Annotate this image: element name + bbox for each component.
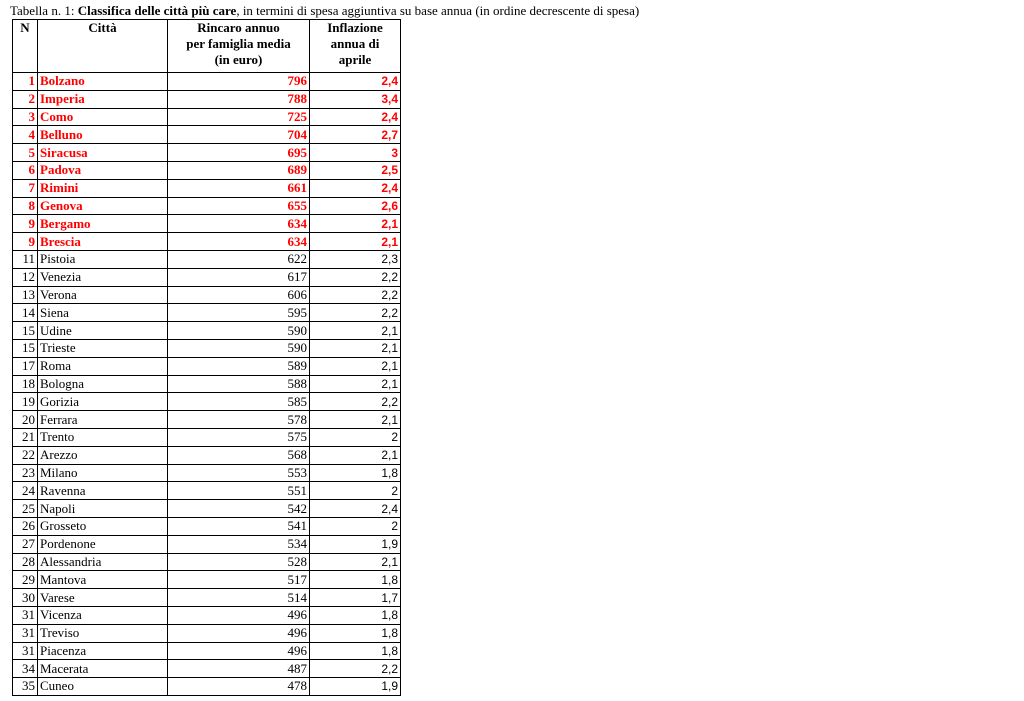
table-caption (10, 3, 639, 19)
table-row (13, 250, 401, 268)
table-row (13, 482, 401, 500)
table-row (13, 678, 401, 696)
rank-cell: 27 (13, 535, 38, 553)
cost-cell: 585 (168, 393, 310, 411)
rank-cell: 21 (13, 428, 38, 446)
table-row (13, 660, 401, 678)
cost-cell: 542 (168, 500, 310, 518)
city-cell: Vicenza (38, 606, 168, 624)
table-row (13, 268, 401, 286)
header-n-label: N (20, 20, 30, 35)
table-row (13, 375, 401, 393)
cost-cell: 725 (168, 108, 310, 126)
ranking-table (12, 19, 401, 696)
city-cell: Verona (38, 286, 168, 304)
table-row (13, 304, 401, 322)
inflation-cell: 1,9 (310, 678, 401, 696)
rank-cell: 15 (13, 322, 38, 340)
cost-cell: 496 (168, 642, 310, 660)
cost-cell: 541 (168, 517, 310, 535)
city-cell: Treviso (38, 624, 168, 642)
rank-cell: 19 (13, 393, 38, 411)
city-cell: Siracusa (38, 144, 168, 162)
city-cell: Pordenone (38, 535, 168, 553)
table-row (13, 339, 401, 357)
inflation-cell: 2,1 (310, 233, 401, 251)
table-row (13, 606, 401, 624)
inflation-cell: 2,1 (310, 215, 401, 233)
city-cell: Udine (38, 322, 168, 340)
rank-cell: 7 (13, 179, 38, 197)
rank-cell: 23 (13, 464, 38, 482)
header-city-label: Città (88, 20, 117, 35)
city-cell: Mantova (38, 571, 168, 589)
cost-cell: 622 (168, 250, 310, 268)
rank-cell: 1 (13, 73, 38, 91)
rank-cell: 24 (13, 482, 38, 500)
cost-cell: 496 (168, 606, 310, 624)
city-cell: Venezia (38, 268, 168, 286)
inflation-cell: 2,1 (310, 553, 401, 571)
inflation-cell: 2 (310, 482, 401, 500)
rank-cell: 12 (13, 268, 38, 286)
inflation-cell: 2,2 (310, 286, 401, 304)
table-row (13, 428, 401, 446)
inflation-cell: 3 (310, 144, 401, 162)
header-cost-line3: (in euro) (214, 52, 263, 67)
cost-cell: 478 (168, 678, 310, 696)
inflation-cell: 2,3 (310, 250, 401, 268)
inflation-cell: 1,8 (310, 642, 401, 660)
cost-cell: 568 (168, 446, 310, 464)
inflation-cell: 2,1 (310, 446, 401, 464)
header-inf-line1: Inflazione (327, 20, 383, 35)
cost-cell: 590 (168, 322, 310, 340)
inflation-cell: 2 (310, 517, 401, 535)
inflation-cell: 1,8 (310, 464, 401, 482)
cost-cell: 661 (168, 179, 310, 197)
cost-cell: 551 (168, 482, 310, 500)
city-cell: Bergamo (38, 215, 168, 233)
table-row (13, 286, 401, 304)
city-cell: Cuneo (38, 678, 168, 696)
city-cell: Genova (38, 197, 168, 215)
cost-cell: 517 (168, 571, 310, 589)
inflation-cell: 2,1 (310, 339, 401, 357)
table-row (13, 126, 401, 144)
rank-cell: 30 (13, 589, 38, 607)
header-cost-line2: per famiglia media (186, 36, 291, 51)
table-header (13, 20, 401, 73)
table-row (13, 553, 401, 571)
inflation-cell: 2,1 (310, 411, 401, 429)
cost-cell: 528 (168, 553, 310, 571)
rank-cell: 3 (13, 108, 38, 126)
table-body (13, 73, 401, 696)
inflation-cell: 3,4 (310, 90, 401, 108)
cost-cell: 588 (168, 375, 310, 393)
city-cell: Brescia (38, 233, 168, 251)
table-row (13, 464, 401, 482)
table-row (13, 393, 401, 411)
rank-cell: 13 (13, 286, 38, 304)
inflation-cell: 2,1 (310, 375, 401, 393)
inflation-cell: 2,2 (310, 268, 401, 286)
cost-cell: 634 (168, 215, 310, 233)
inflation-cell: 1,8 (310, 606, 401, 624)
city-cell: Gorizia (38, 393, 168, 411)
table-row (13, 73, 401, 91)
rank-cell: 2 (13, 90, 38, 108)
city-cell: Alessandria (38, 553, 168, 571)
inflation-cell: 2,4 (310, 500, 401, 518)
cost-cell: 634 (168, 233, 310, 251)
table-row (13, 233, 401, 251)
header-inf-line3: aprile (338, 52, 372, 67)
cost-cell: 606 (168, 286, 310, 304)
rank-cell: 31 (13, 624, 38, 642)
city-cell: Milano (38, 464, 168, 482)
table-row (13, 571, 401, 589)
inflation-cell: 1,9 (310, 535, 401, 553)
table-row (13, 624, 401, 642)
rank-cell: 29 (13, 571, 38, 589)
cost-cell: 590 (168, 339, 310, 357)
cost-cell: 553 (168, 464, 310, 482)
inflation-cell: 2,2 (310, 304, 401, 322)
cost-cell: 689 (168, 161, 310, 179)
inflation-cell: 2,5 (310, 161, 401, 179)
cost-cell: 496 (168, 624, 310, 642)
rank-cell: 31 (13, 606, 38, 624)
cost-cell: 695 (168, 144, 310, 162)
caption-prefix: Tabella n. 1: (10, 3, 78, 18)
city-cell: Arezzo (38, 446, 168, 464)
city-cell: Ferrara (38, 411, 168, 429)
rank-cell: 9 (13, 215, 38, 233)
cost-cell: 617 (168, 268, 310, 286)
city-cell: Como (38, 108, 168, 126)
cost-cell: 655 (168, 197, 310, 215)
rank-cell: 11 (13, 250, 38, 268)
table-row (13, 108, 401, 126)
inflation-cell: 2,6 (310, 197, 401, 215)
rank-cell: 5 (13, 144, 38, 162)
cost-cell: 575 (168, 428, 310, 446)
city-cell: Napoli (38, 500, 168, 518)
table-row (13, 161, 401, 179)
inflation-cell: 1,8 (310, 571, 401, 589)
caption-suffix: , in termini di spesa aggiuntiva su base annua (in ordine decrescente di spesa) (236, 3, 640, 18)
city-cell: Rimini (38, 179, 168, 197)
table-row (13, 322, 401, 340)
header-cost-line1: Rincaro annuo (197, 20, 280, 35)
table-row (13, 411, 401, 429)
cost-cell: 796 (168, 73, 310, 91)
city-cell: Imperia (38, 90, 168, 108)
rank-cell: 25 (13, 500, 38, 518)
table-row (13, 179, 401, 197)
inflation-cell: 1,7 (310, 589, 401, 607)
table-row (13, 642, 401, 660)
header-inflation (310, 20, 401, 73)
city-cell: Belluno (38, 126, 168, 144)
rank-cell: 31 (13, 642, 38, 660)
city-cell: Varese (38, 589, 168, 607)
city-cell: Grosseto (38, 517, 168, 535)
rank-cell: 28 (13, 553, 38, 571)
city-cell: Trento (38, 428, 168, 446)
rank-cell: 35 (13, 678, 38, 696)
city-cell: Ravenna (38, 482, 168, 500)
rank-cell: 15 (13, 339, 38, 357)
header-n (13, 20, 38, 73)
rank-cell: 18 (13, 375, 38, 393)
city-cell: Piacenza (38, 642, 168, 660)
table-row (13, 144, 401, 162)
header-city (38, 20, 168, 73)
cost-cell: 514 (168, 589, 310, 607)
inflation-cell: 2,2 (310, 660, 401, 678)
header-row (13, 20, 401, 73)
caption-title: Classifica delle città più care (77, 3, 237, 18)
cost-cell: 704 (168, 126, 310, 144)
inflation-cell: 2 (310, 428, 401, 446)
inflation-cell: 2,1 (310, 322, 401, 340)
inflation-cell: 1,8 (310, 624, 401, 642)
city-cell: Padova (38, 161, 168, 179)
table-row (13, 197, 401, 215)
table-row (13, 215, 401, 233)
city-cell: Roma (38, 357, 168, 375)
cost-cell: 589 (168, 357, 310, 375)
cost-cell: 595 (168, 304, 310, 322)
inflation-cell: 2,1 (310, 357, 401, 375)
inflation-cell: 2,7 (310, 126, 401, 144)
cost-cell: 578 (168, 411, 310, 429)
rank-cell: 8 (13, 197, 38, 215)
rank-cell: 14 (13, 304, 38, 322)
table-row (13, 90, 401, 108)
table-row (13, 446, 401, 464)
inflation-cell: 2,4 (310, 179, 401, 197)
rank-cell: 22 (13, 446, 38, 464)
city-cell: Bolzano (38, 73, 168, 91)
table-row (13, 535, 401, 553)
header-inf-line2: annua di (330, 36, 380, 51)
city-cell: Siena (38, 304, 168, 322)
rank-cell: 34 (13, 660, 38, 678)
rank-cell: 26 (13, 517, 38, 535)
table-row (13, 517, 401, 535)
inflation-cell: 2,2 (310, 393, 401, 411)
rank-cell: 6 (13, 161, 38, 179)
inflation-cell: 2,4 (310, 108, 401, 126)
rank-cell: 17 (13, 357, 38, 375)
rank-cell: 9 (13, 233, 38, 251)
rank-cell: 20 (13, 411, 38, 429)
inflation-cell: 2,4 (310, 73, 401, 91)
header-cost (168, 20, 310, 73)
city-cell: Trieste (38, 339, 168, 357)
rank-cell: 4 (13, 126, 38, 144)
city-cell: Macerata (38, 660, 168, 678)
table-row (13, 500, 401, 518)
cost-cell: 788 (168, 90, 310, 108)
table-row (13, 357, 401, 375)
table-row (13, 589, 401, 607)
cost-cell: 487 (168, 660, 310, 678)
city-cell: Pistoia (38, 250, 168, 268)
city-cell: Bologna (38, 375, 168, 393)
cost-cell: 534 (168, 535, 310, 553)
